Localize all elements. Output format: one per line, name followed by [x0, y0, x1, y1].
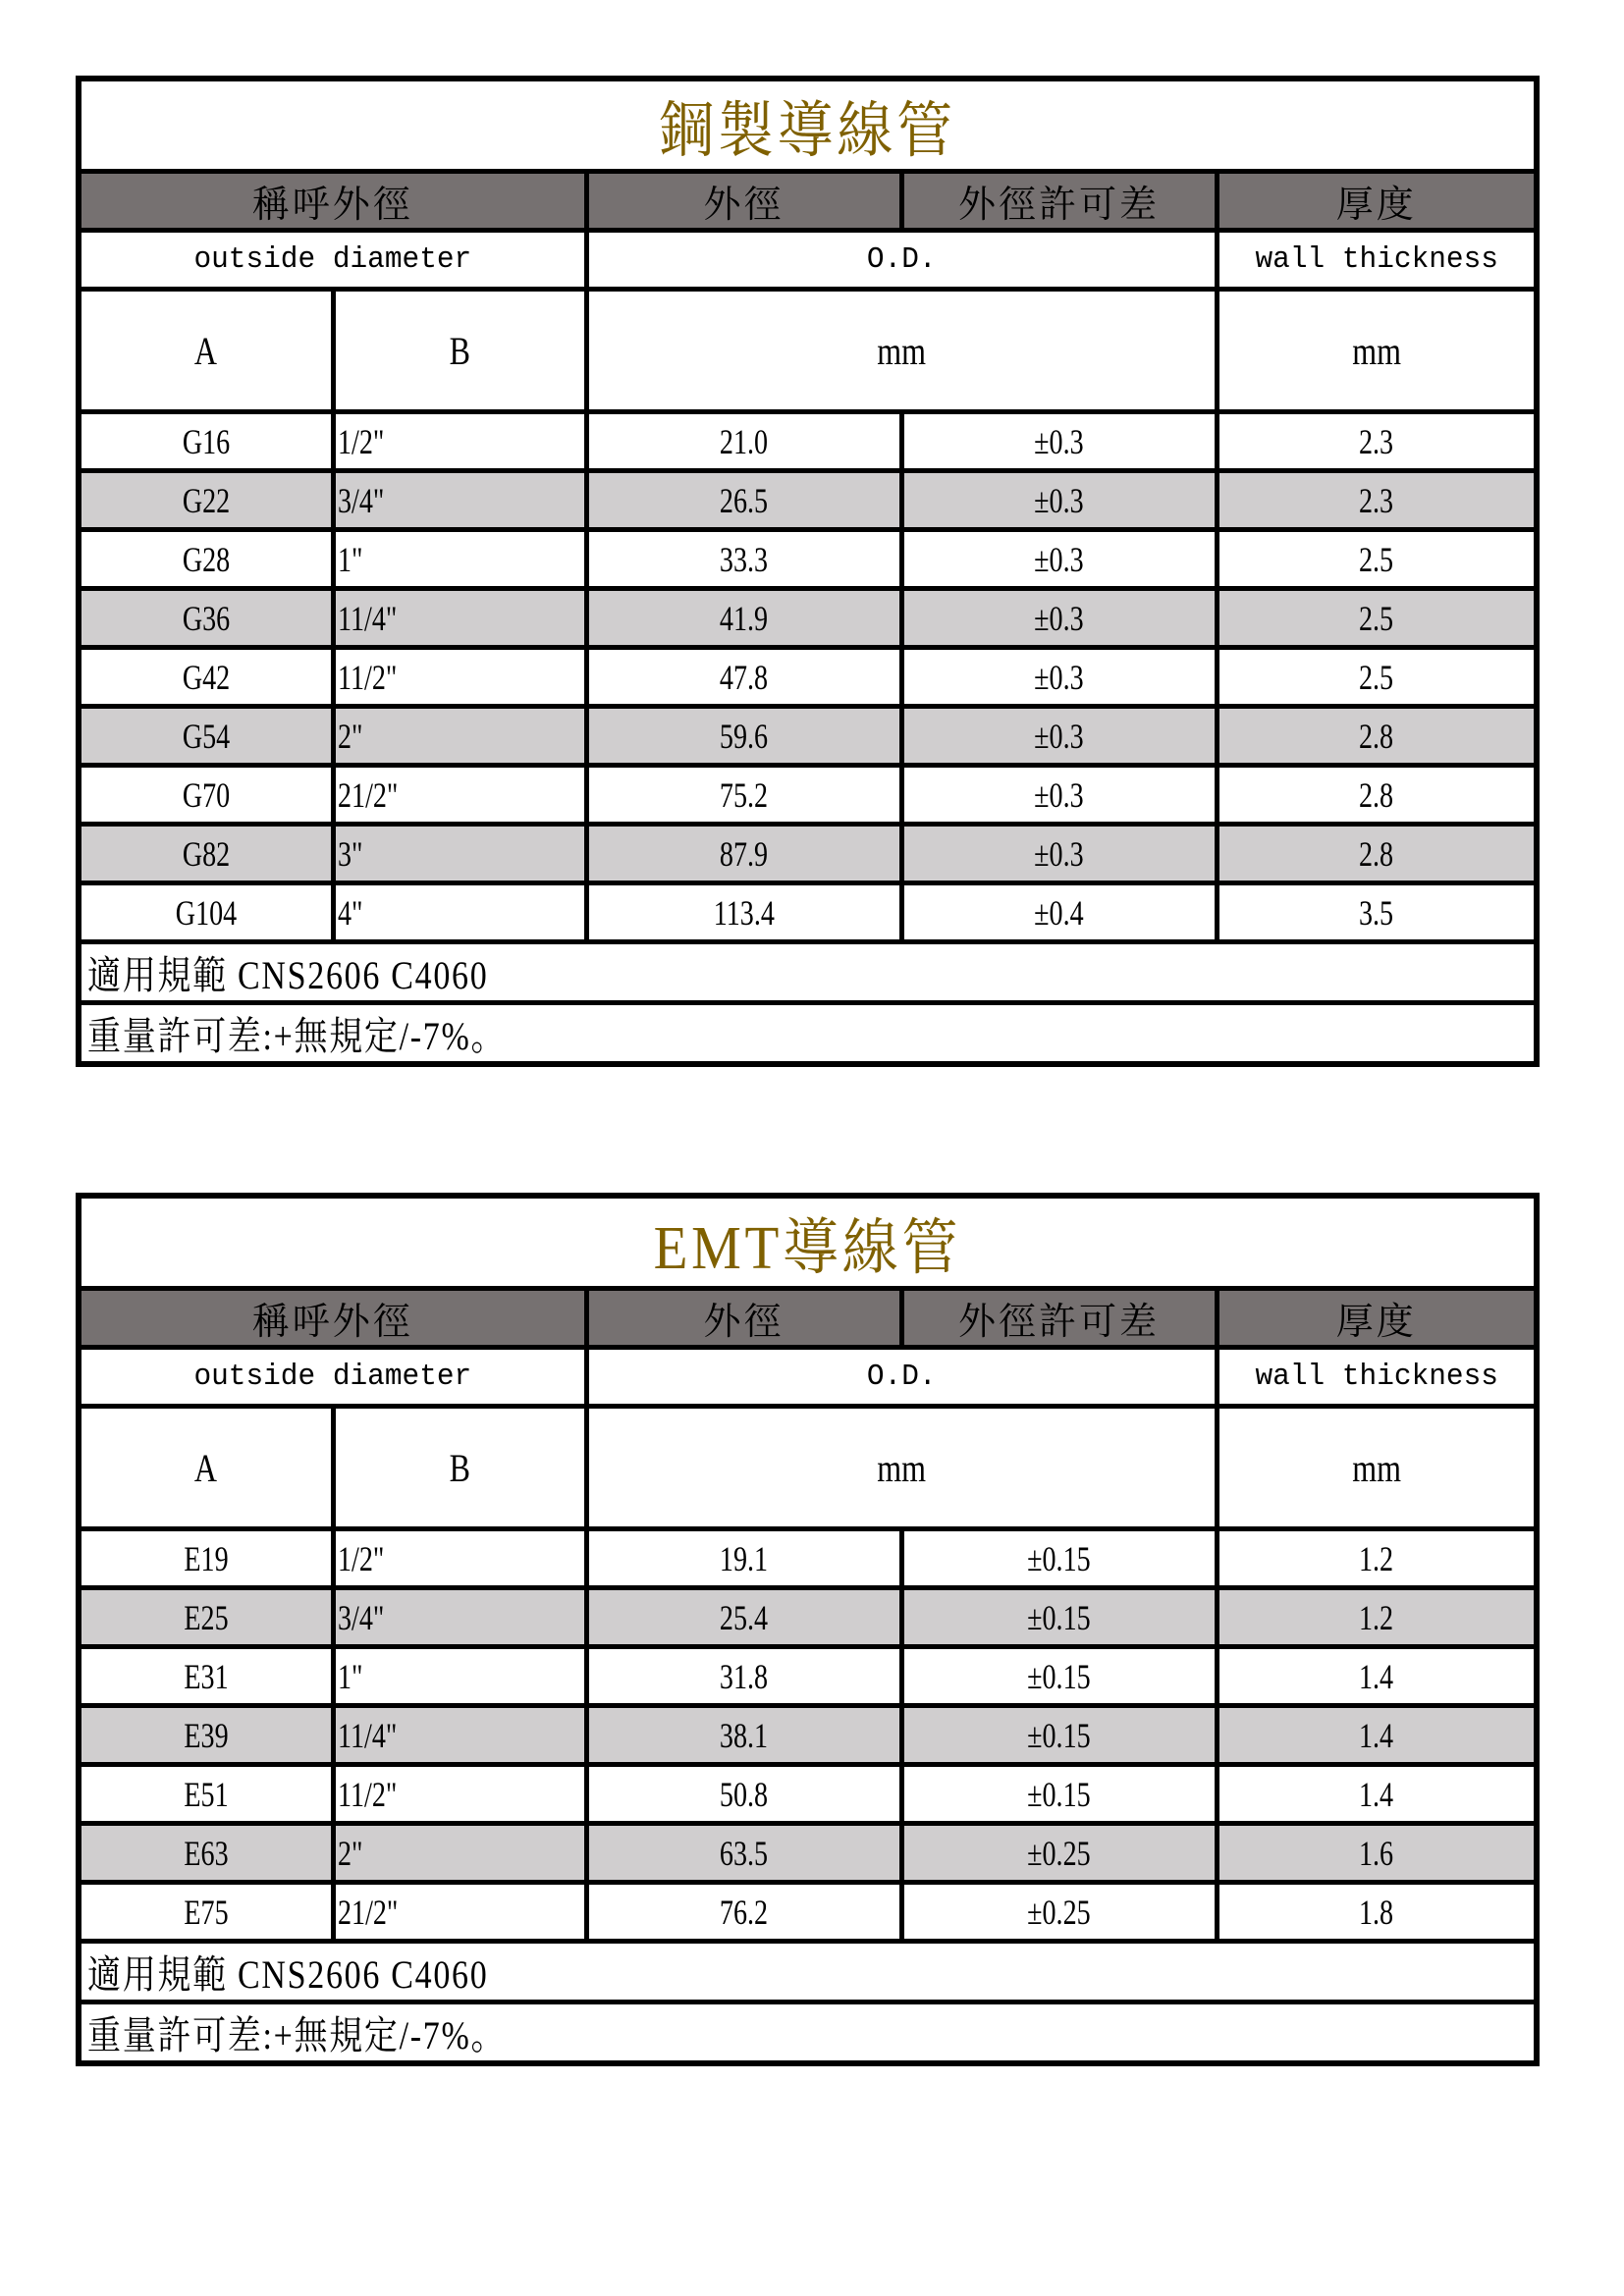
cell-thickness [1217, 1706, 1537, 1765]
cell-od [586, 707, 901, 766]
table-row [79, 1588, 1537, 1647]
footer-standard-row [79, 1942, 1537, 2002]
footer-weight-cell [79, 1003, 1537, 1065]
unit-od-label: mm [877, 1445, 926, 1490]
table-row [79, 766, 1537, 825]
cell-thickness-value: 2.5 [1359, 539, 1394, 579]
footer-weight-row [79, 2002, 1537, 2064]
cell-a-value: G22 [182, 480, 230, 520]
table-row [79, 1824, 1537, 1883]
cell-a-value: G16 [182, 421, 230, 461]
cell-a [79, 412, 333, 471]
cell-b-value: 1" [337, 1656, 363, 1696]
cell-b-value: 21/2" [337, 1892, 398, 1932]
footer-standard: 適用規範 CNS2606 C4060 [87, 1952, 489, 1997]
cell-a-value: G54 [182, 716, 230, 756]
cell-b-value: 11/2" [337, 657, 397, 697]
cell-tol [901, 1588, 1217, 1647]
cell-od [586, 1824, 901, 1883]
cell-od-value: 87.9 [719, 833, 769, 874]
cell-tol-value: ±0.3 [1034, 657, 1084, 697]
cell-tol [901, 530, 1217, 589]
cell-thickness [1217, 707, 1537, 766]
header-od [586, 1289, 901, 1348]
cell-tol-value: ±0.3 [1034, 598, 1084, 638]
cell-thickness [1217, 1883, 1537, 1942]
cell-tol [901, 471, 1217, 530]
cell-tol [901, 648, 1217, 707]
cell-thickness-value: 1.4 [1359, 1774, 1394, 1814]
cell-od-value: 33.3 [719, 539, 769, 579]
cell-b [333, 1588, 586, 1647]
subheader-nominal [79, 231, 586, 290]
unit-thickness-label: mm [1351, 1445, 1401, 1490]
cell-b [333, 530, 586, 589]
footer-weight-cell [79, 2002, 1537, 2064]
cell-od-value: 113.4 [713, 892, 775, 933]
header-thickness [1217, 172, 1537, 231]
table-row [79, 589, 1537, 648]
cell-od-value: 41.9 [719, 598, 769, 638]
table-row [79, 412, 1537, 471]
cell-thickness-value: 3.5 [1359, 892, 1394, 933]
cell-od-value: 47.8 [719, 657, 769, 697]
cell-a-value: E31 [184, 1656, 229, 1696]
header-thickness-label: 厚度 [1335, 1302, 1417, 1343]
cell-tol-value: ±0.15 [1027, 1656, 1091, 1696]
table-title: EMT導線管 [653, 1215, 962, 1282]
cell-b-value: 1" [337, 539, 363, 579]
cell-od-value: 75.2 [719, 774, 769, 815]
cell-thickness [1217, 1588, 1537, 1647]
cell-thickness-value: 1.6 [1359, 1833, 1394, 1873]
cell-thickness [1217, 883, 1537, 942]
cell-od-value: 38.1 [719, 1715, 769, 1755]
header-nominal-label: 稱呼外徑 [251, 185, 413, 226]
cell-tol-value: ±0.3 [1034, 539, 1084, 579]
cell-b [333, 1647, 586, 1706]
cell-thickness-value: 1.2 [1359, 1538, 1394, 1578]
cell-thickness [1217, 825, 1537, 883]
cell-a-value: G82 [182, 833, 230, 874]
cell-b-value: 11/2" [337, 1774, 397, 1814]
cell-od [586, 1647, 901, 1706]
cell-a [79, 1765, 333, 1824]
subheader-row [79, 231, 1537, 290]
unit-thickness [1217, 1407, 1537, 1529]
cell-thickness [1217, 766, 1537, 825]
cell-od [586, 530, 901, 589]
cell-od [586, 825, 901, 883]
table-title-cell [79, 1196, 1537, 1289]
cell-od [586, 648, 901, 707]
cell-tol-value: ±0.3 [1034, 480, 1084, 520]
cell-a [79, 825, 333, 883]
subheader-od [586, 231, 1217, 290]
cell-thickness-value: 2.8 [1359, 716, 1394, 756]
cell-b [333, 825, 586, 883]
cell-od-value: 25.4 [719, 1597, 769, 1637]
cell-tol-value: ±0.25 [1027, 1833, 1091, 1873]
unit-a-label: A [194, 1445, 218, 1490]
cell-od-value: 59.6 [719, 716, 769, 756]
footer-standard-cell [79, 1942, 1537, 2002]
table-row [79, 707, 1537, 766]
table-title: 鋼製導線管 [658, 98, 957, 165]
cell-tol-value: ±0.15 [1027, 1538, 1091, 1578]
header-od-label: 外徑 [703, 1302, 785, 1343]
cell-b-value: 11/4" [337, 598, 397, 638]
header-od-tolerance [901, 1289, 1217, 1348]
cell-tol [901, 412, 1217, 471]
cell-tol [901, 1706, 1217, 1765]
unit-b [333, 290, 586, 412]
subheader-thickness-label: wall thickness [1255, 242, 1498, 277]
header-od-tolerance [901, 172, 1217, 231]
unit-a-label: A [194, 328, 218, 373]
cell-tol-value: ±0.15 [1027, 1715, 1091, 1755]
cell-thickness-value: 1.4 [1359, 1715, 1394, 1755]
table-row [79, 1765, 1537, 1824]
unit-b-label: B [449, 328, 470, 373]
footer-standard: 適用規範 CNS2606 C4060 [87, 953, 489, 997]
cell-b-value: 1/2" [337, 1538, 384, 1578]
cell-od [586, 766, 901, 825]
cell-thickness [1217, 648, 1537, 707]
footer-weight-tolerance: 重量許可差:+無規定/-7%。 [87, 1014, 507, 1058]
cell-tol-value: ±0.3 [1034, 774, 1084, 815]
cell-thickness [1217, 1529, 1537, 1588]
header-nominal [79, 172, 586, 231]
header-row [79, 172, 1537, 231]
cell-tol-value: ±0.3 [1034, 716, 1084, 756]
table-row [79, 1647, 1537, 1706]
table-row [79, 471, 1537, 530]
header-nominal-label: 稱呼外徑 [251, 1302, 413, 1343]
cell-b-value: 2" [337, 1833, 363, 1873]
cell-a [79, 589, 333, 648]
cell-tol [901, 1647, 1217, 1706]
cell-b [333, 1529, 586, 1588]
cell-thickness [1217, 589, 1537, 648]
cell-b-value: 4" [337, 892, 363, 933]
cell-thickness-value: 2.8 [1359, 833, 1394, 874]
cell-a [79, 1824, 333, 1883]
table-title-row [79, 1196, 1537, 1289]
cell-thickness-value: 1.2 [1359, 1597, 1394, 1637]
unit-od-label: mm [877, 328, 926, 373]
cell-b [333, 471, 586, 530]
unit-thickness-label: mm [1351, 328, 1401, 373]
cell-a [79, 471, 333, 530]
subheader-thickness [1217, 1348, 1537, 1407]
cell-od [586, 1588, 901, 1647]
cell-tol-value: ±0.4 [1034, 892, 1084, 933]
cell-od-value: 19.1 [719, 1538, 769, 1578]
unit-b-label: B [449, 1445, 470, 1490]
footer-weight-row [79, 1003, 1537, 1065]
cell-b [333, 1706, 586, 1765]
cell-tol-value: ±0.25 [1027, 1892, 1091, 1932]
table-title-row [79, 79, 1537, 172]
cell-thickness [1217, 471, 1537, 530]
cell-tol [901, 766, 1217, 825]
table-row [79, 1529, 1537, 1588]
header-thickness-label: 厚度 [1335, 185, 1417, 226]
table-row [79, 648, 1537, 707]
cell-a-value: E75 [184, 1892, 229, 1932]
header-od-label: 外徑 [703, 185, 785, 226]
cell-a-value: E51 [184, 1774, 229, 1814]
cell-thickness [1217, 530, 1537, 589]
cell-a-value: E39 [184, 1715, 229, 1755]
cell-tol-value: ±0.3 [1034, 833, 1084, 874]
header-od-tolerance-label: 外徑許可差 [957, 185, 1160, 226]
cell-od [586, 1883, 901, 1942]
cell-thickness [1217, 1765, 1537, 1824]
cell-od [586, 412, 901, 471]
cell-b [333, 707, 586, 766]
cell-tol-value: ±0.15 [1027, 1774, 1091, 1814]
emt-conduit-table [76, 1193, 1540, 2066]
cell-od-value: 76.2 [719, 1892, 769, 1932]
table-row [79, 825, 1537, 883]
cell-a [79, 707, 333, 766]
unit-row [79, 1407, 1537, 1529]
cell-thickness-value: 2.8 [1359, 774, 1394, 815]
cell-tol [901, 1529, 1217, 1588]
cell-a [79, 1883, 333, 1942]
table-row [79, 1883, 1537, 1942]
cell-b [333, 1883, 586, 1942]
cell-a [79, 530, 333, 589]
subheader-row [79, 1348, 1537, 1407]
unit-a [79, 1407, 333, 1529]
cell-b-value: 21/2" [337, 774, 398, 815]
cell-tol [901, 707, 1217, 766]
cell-a-value: G70 [182, 774, 230, 815]
cell-a [79, 1647, 333, 1706]
unit-od [586, 290, 1217, 412]
cell-thickness-value: 2.3 [1359, 480, 1394, 520]
cell-b-value: 1/2" [337, 421, 384, 461]
unit-thickness [1217, 290, 1537, 412]
cell-a-value: G42 [182, 657, 230, 697]
header-nominal [79, 1289, 586, 1348]
cell-od-value: 63.5 [719, 1833, 769, 1873]
subheader-od-label: O.D. [866, 242, 937, 277]
table-title-cell [79, 79, 1537, 172]
header-row [79, 1289, 1537, 1348]
cell-od [586, 471, 901, 530]
cell-b-value: 3" [337, 833, 363, 874]
table-row [79, 1706, 1537, 1765]
cell-od-value: 21.0 [719, 421, 769, 461]
cell-a-value: E19 [184, 1538, 229, 1578]
cell-thickness-value: 2.5 [1359, 657, 1394, 697]
table-row [79, 883, 1537, 942]
cell-b-value: 3/4" [337, 480, 384, 520]
cell-a [79, 766, 333, 825]
unit-row [79, 290, 1537, 412]
header-od [586, 172, 901, 231]
cell-a-value: G104 [175, 892, 237, 933]
cell-a-value: G36 [182, 598, 230, 638]
cell-tol [901, 825, 1217, 883]
cell-b [333, 648, 586, 707]
unit-b [333, 1407, 586, 1529]
cell-thickness-value: 1.4 [1359, 1656, 1394, 1696]
subheader-nominal-label: outside diameter [193, 242, 472, 277]
cell-od [586, 1529, 901, 1588]
cell-od [586, 589, 901, 648]
subheader-thickness-label: wall thickness [1255, 1360, 1498, 1394]
cell-tol [901, 1765, 1217, 1824]
cell-tol [901, 883, 1217, 942]
cell-b [333, 1765, 586, 1824]
cell-a [79, 1706, 333, 1765]
cell-thickness [1217, 1824, 1537, 1883]
cell-a-value: G28 [182, 539, 230, 579]
cell-tol [901, 1883, 1217, 1942]
cell-od [586, 883, 901, 942]
cell-od [586, 1706, 901, 1765]
cell-tol-value: ±0.3 [1034, 421, 1084, 461]
table-row [79, 530, 1537, 589]
cell-a [79, 1529, 333, 1588]
cell-b [333, 883, 586, 942]
subheader-thickness [1217, 231, 1537, 290]
cell-b [333, 766, 586, 825]
cell-thickness-value: 1.8 [1359, 1892, 1394, 1932]
cell-tol [901, 589, 1217, 648]
cell-thickness-value: 2.3 [1359, 421, 1394, 461]
header-od-tolerance-label: 外徑許可差 [957, 1302, 1160, 1343]
cell-od-value: 26.5 [719, 480, 769, 520]
cell-thickness-value: 2.5 [1359, 598, 1394, 638]
unit-a [79, 290, 333, 412]
cell-tol [901, 1824, 1217, 1883]
steel-conduit-table [76, 76, 1540, 1067]
footer-standard-cell [79, 942, 1537, 1003]
cell-a-value: E25 [184, 1597, 229, 1637]
subheader-od [586, 1348, 1217, 1407]
cell-od [586, 1765, 901, 1824]
subheader-nominal [79, 1348, 586, 1407]
cell-a [79, 1588, 333, 1647]
cell-a-value: E63 [184, 1833, 229, 1873]
header-thickness [1217, 1289, 1537, 1348]
subheader-od-label: O.D. [866, 1360, 937, 1394]
unit-od [586, 1407, 1217, 1529]
cell-b [333, 589, 586, 648]
cell-a [79, 883, 333, 942]
cell-b-value: 3/4" [337, 1597, 384, 1637]
cell-a [79, 648, 333, 707]
cell-thickness [1217, 412, 1537, 471]
cell-tol-value: ±0.15 [1027, 1597, 1091, 1637]
subheader-nominal-label: outside diameter [193, 1360, 472, 1394]
footer-weight-tolerance: 重量許可差:+無規定/-7%。 [87, 2013, 507, 2057]
cell-od-value: 31.8 [719, 1656, 769, 1696]
cell-b [333, 1824, 586, 1883]
cell-b-value: 11/4" [337, 1715, 397, 1755]
footer-standard-row [79, 942, 1537, 1003]
cell-b-value: 2" [337, 716, 363, 756]
cell-thickness [1217, 1647, 1537, 1706]
cell-od-value: 50.8 [719, 1774, 769, 1814]
cell-b [333, 412, 586, 471]
